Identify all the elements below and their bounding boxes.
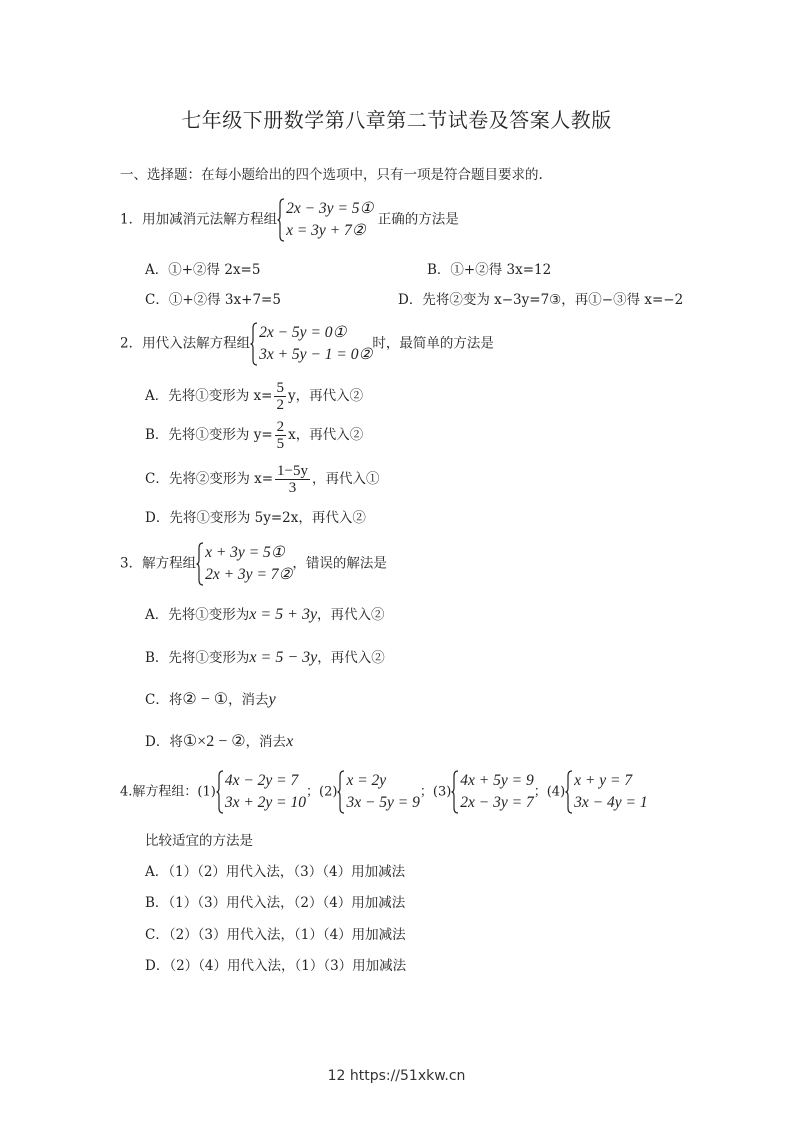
- option-prefix: C．先将②变形为 x=: [145, 471, 274, 487]
- option-d: D．（2）（4）用代入法，（1）（3）用加减法: [145, 958, 407, 974]
- separator: ；(2): [306, 784, 338, 800]
- question-prompt: 比较适宜的方法是: [145, 833, 253, 849]
- equation-2: 3x + 2y = 10: [224, 794, 307, 811]
- option-a: [145, 606, 385, 624]
- option-suffix: y，再代入②: [287, 388, 364, 404]
- option-c: C．（2）（3）用代入法，（1）（4）用加减法: [145, 927, 406, 943]
- equation-1: 2x − 5y = 0①: [259, 324, 347, 341]
- equation-system: [277, 198, 373, 242]
- numerator: 1−5y: [277, 463, 309, 479]
- option-b: [145, 419, 363, 452]
- fraction: [275, 419, 287, 452]
- option-suffix: ，再代入②: [317, 650, 385, 666]
- equation-2: 2x + 3y = 7②: [205, 566, 293, 583]
- equation-1: x = 2y: [346, 772, 387, 789]
- question-stem: 2．用代入法解方程组: [120, 335, 251, 352]
- brace-icon: [277, 198, 285, 242]
- brace-icon: [565, 770, 573, 814]
- option-prefix: D．将: [145, 734, 183, 750]
- page-footer: 12 https://51xkw.cn: [327, 1068, 466, 1084]
- equation-1: x + y = 7: [574, 772, 633, 789]
- option-math: ② − ①: [182, 691, 229, 708]
- question-tail: ，错误的解法是: [292, 555, 387, 572]
- option-c: C．①+②得 3x+7=5: [145, 292, 281, 308]
- equation-1: 2x − 3y = 5①: [286, 200, 374, 217]
- option-a: A．①+②得 2x=5: [145, 262, 261, 278]
- section-heading: 一、选择题：在每小题给出的四个选项中，只有一项是符合题目要求的.: [120, 167, 543, 183]
- fraction: [275, 463, 310, 496]
- denominator: 3: [288, 480, 297, 496]
- page-title: 七年级下册数学第八章第二节试卷及答案人教版: [181, 108, 612, 132]
- equation-1: 4x + 5y = 9: [460, 772, 534, 789]
- option-mid: ，消去: [245, 734, 287, 750]
- brace-icon: [451, 770, 459, 814]
- equation-system: [565, 770, 647, 814]
- option-d: D．先将①变形为 5y=2x，再代入②: [145, 510, 366, 526]
- numerator: 5: [276, 380, 284, 396]
- equation-system: [337, 770, 419, 814]
- denominator: 5: [276, 436, 285, 452]
- option-math: ①×2 − ②: [182, 733, 246, 750]
- equation-2: 2x − 3y = 7: [460, 794, 534, 811]
- brace-icon: [196, 542, 204, 586]
- equation-2: 3x + 5y − 1 = 0②: [259, 346, 373, 363]
- option-prefix: C．将: [145, 692, 183, 708]
- option-prefix: B．先将①变形为 y=: [145, 427, 273, 443]
- option-a: [145, 380, 363, 413]
- option-prefix: A．先将①变形为: [145, 607, 250, 623]
- equation-system: [250, 322, 372, 366]
- question-stem: 3．解方程组: [120, 555, 197, 572]
- equation-1: 4x − 2y = 7: [224, 772, 299, 789]
- option-mid: ，消去: [228, 692, 269, 708]
- option-d: [145, 733, 293, 751]
- option-a: A．（1）（2）用代入法，（3）（4）用加减法: [145, 864, 406, 880]
- option-c: [145, 691, 276, 709]
- option-b: [145, 649, 385, 667]
- option-math: x = 5 − 3y: [249, 649, 318, 666]
- option-variable: x: [286, 733, 294, 750]
- equation-2: 3x − 4y = 1: [574, 794, 648, 811]
- question-tail: 正确的方法是: [377, 211, 459, 228]
- question-4: [120, 770, 648, 814]
- option-suffix: ，再代入①: [312, 471, 380, 487]
- option-suffix: ，再代入②: [317, 607, 385, 623]
- option-c: [145, 463, 380, 496]
- separator: ；(3): [419, 784, 452, 800]
- question-stem: 1．用加减消元法解方程组: [120, 211, 278, 228]
- brace-icon: [250, 322, 258, 366]
- option-variable: y: [268, 691, 276, 708]
- equation-system: [451, 770, 533, 814]
- question-stem: 4.解方程组：(1): [120, 784, 216, 800]
- question-tail: 时，最简单的方法是: [372, 335, 494, 352]
- option-suffix: x，再代入②: [288, 427, 364, 443]
- fraction: [274, 380, 286, 413]
- brace-icon: [337, 770, 345, 814]
- equation-2: x = 3y + 7②: [286, 222, 366, 239]
- option-prefix: B．先将①变形为: [145, 650, 250, 666]
- denominator: 2: [276, 397, 284, 413]
- question-1: [120, 198, 459, 242]
- brace-icon: [216, 770, 224, 814]
- option-math: x = 5 + 3y: [249, 606, 318, 623]
- separator: ；(4): [533, 784, 566, 800]
- option-prefix: A．先将①变形为 x=: [145, 388, 273, 404]
- question-3: [120, 542, 387, 586]
- equation-1: x + 3y = 5①: [205, 544, 285, 561]
- equation-system: [196, 542, 292, 586]
- numerator: 2: [276, 419, 285, 435]
- option-b: B．（1）（3）用代入法，（2）（4）用加减法: [145, 895, 406, 911]
- option-b: B．①+②得 3x=12: [427, 262, 552, 278]
- question-2: [120, 322, 494, 366]
- equation-2: 3x − 5y = 9: [346, 794, 420, 811]
- equation-system: [216, 770, 306, 814]
- option-d: D．先将②变为 x−3y=7③，再①−③得 x=−2: [398, 292, 684, 308]
